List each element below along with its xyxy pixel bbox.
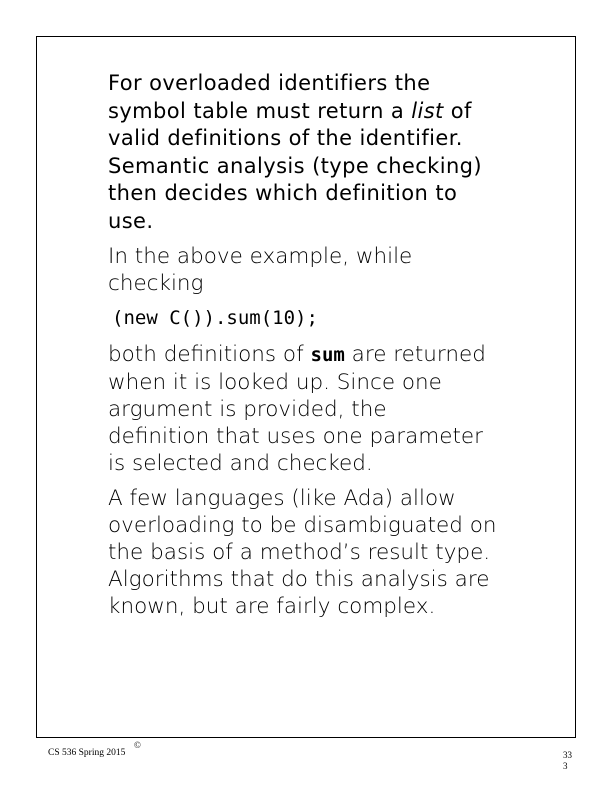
code-example: (new C()).sum(10); <box>112 307 318 329</box>
slide-content <box>108 70 548 628</box>
text-segment: symbol table must return a <box>108 98 412 123</box>
text-line <box>108 98 548 126</box>
text-line: Semantic analysis (type checking) <box>108 153 483 178</box>
text-line: For overloaded identifiers the <box>108 71 431 95</box>
text-line: use. <box>108 208 154 233</box>
emphasized-word: list <box>411 98 444 123</box>
text-line: when it is looked up. Since one <box>108 370 442 395</box>
paragraph-ada-overloading <box>108 485 548 620</box>
text-line: the basis of a method’s result type. <box>108 540 491 565</box>
text-line: overloading to be disambiguated on <box>108 513 497 538</box>
text-line: checking <box>108 271 204 296</box>
text-line: definition that uses one parameter <box>108 424 483 449</box>
page-number <box>563 750 572 772</box>
text-line: known, but are fairly complex. <box>108 594 436 619</box>
text-line: In the above example, while <box>108 244 413 269</box>
page-number-line: 3 <box>563 761 568 771</box>
text-line: then decides which definition to <box>108 181 458 205</box>
text-line: is selected and checked. <box>108 451 373 476</box>
paragraph-definitions-returned <box>108 341 548 477</box>
text-segment: are returned <box>344 342 486 367</box>
inline-code: sum <box>310 344 345 366</box>
text-line: valid definitions of the identifier. <box>108 126 463 150</box>
text-segment: of <box>443 98 472 123</box>
paragraph-example-intro <box>108 243 548 297</box>
paragraph-overloaded-identifiers <box>108 70 548 235</box>
footer-course-label: CS 536 Spring 2015 <box>48 748 126 758</box>
text-line: argument is provided, the <box>108 397 387 422</box>
copyright-symbol: © <box>134 740 141 750</box>
text-line: Algorithms that do this analysis are <box>108 567 490 592</box>
text-line <box>108 341 548 369</box>
text-line: A few languages (like Ada) allow <box>108 486 456 511</box>
text-segment: both definitions of <box>108 342 311 367</box>
page-number-line: 33 <box>563 750 572 760</box>
